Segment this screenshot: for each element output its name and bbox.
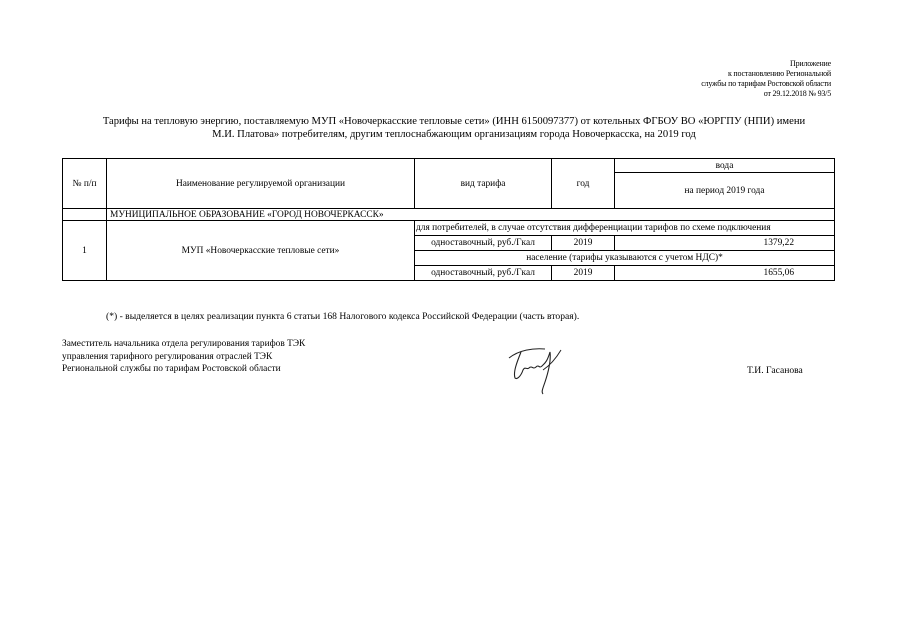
row-number: 1	[63, 221, 107, 281]
document-title	[70, 115, 838, 141]
tariff-table	[62, 158, 835, 281]
footnote: (*) - выделяется в целях реализации пункта 6 статьи 168 Налогового кодекса Российской Федерации (часть вторая).	[106, 311, 580, 322]
header-tariff-type: вид тарифа	[415, 159, 552, 209]
header-num: № п/п	[63, 159, 107, 209]
title-line: Тарифы на тепловую энергию, поставляемую МУП «Новочеркасские тепловые сети» (ИНН 6150097377) от котельных ФГБОУ ВО «ЮРГПУ (НПИ) имени	[102, 116, 806, 127]
signer-line: Региональной службы по тарифам Ростовской области	[62, 364, 281, 374]
tariff-value-cell: 1655,06	[615, 266, 835, 281]
tariff-type-cell: одноставочный, руб./Гкал	[415, 236, 552, 251]
appendix-line: к постановлению Региональной	[727, 69, 831, 78]
tariff-value-cell: 1379,22	[615, 236, 835, 251]
title-line: М.И. Платова» потребителям, другим теплоснабжающим организациям города Новочеркасска, на 2019 год	[212, 129, 696, 140]
signer-line: управления тарифного регулирования отраслей ТЭК	[62, 351, 273, 362]
tariff-type-cell: одноставочный, руб./Гкал	[415, 266, 552, 281]
section-population: население (тарифы указываются с учетом НДС)*	[415, 251, 835, 266]
section-consumers: для потребителей, в случае отсутствия дифференциации тарифов по схеме подключения	[415, 221, 835, 236]
signer-name: Т.И. Гасанова	[747, 365, 803, 376]
signer-position	[62, 338, 305, 376]
signer-line: Заместитель начальника отдела регулирования тарифов ТЭК	[62, 339, 306, 349]
handwritten-signature	[505, 340, 575, 400]
municipality-row: МУНИЦИПАЛЬНОЕ ОБРАЗОВАНИЕ «ГОРОД НОВОЧЕРКАССК»	[107, 209, 835, 221]
appendix-line: от 29.12.2018 № 93/5	[763, 89, 831, 98]
header-period: на период 2019 года	[615, 173, 835, 209]
year-cell: 2019	[552, 266, 615, 281]
header-org: Наименование регулируемой организации	[107, 159, 415, 209]
appendix-line: Приложение	[790, 59, 831, 68]
appendix-line: службы по тарифам Ростовской области	[701, 79, 831, 88]
header-water: вода	[615, 159, 835, 173]
appendix-header	[701, 59, 831, 99]
header-year: год	[552, 159, 615, 209]
year-cell: 2019	[552, 236, 615, 251]
organization-name: МУП «Новочеркасские тепловые сети»	[107, 221, 415, 281]
municipality-blank	[63, 209, 107, 221]
